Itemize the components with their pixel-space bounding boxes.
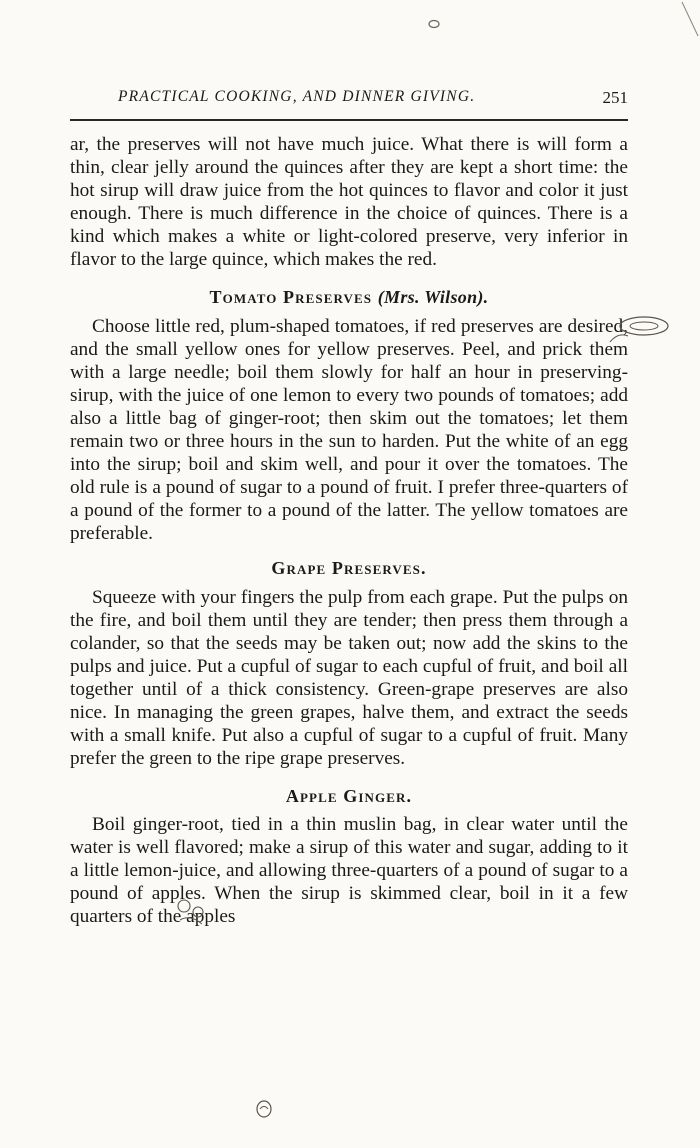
- grape-preserves-heading: Grape Preserves.: [271, 558, 427, 579]
- page-edge-mark-icon: [680, 0, 700, 40]
- footer-ornament-icon: [254, 1098, 274, 1120]
- page-header: [70, 88, 628, 114]
- floral-ornament-icon: [172, 894, 212, 928]
- body-text: [70, 134, 628, 929]
- apple-ginger-heading: Apple Ginger.: [285, 785, 413, 806]
- tomato-preserves-title: Tomato Preserves: [209, 287, 373, 308]
- running-title: PRACTICAL COOKING, AND DINNER GIVING.: [118, 88, 476, 105]
- page-number: 251: [602, 88, 628, 107]
- tomato-preserves-attribution: (Mrs. Wilson).: [377, 287, 489, 308]
- ink-blot-icon: [427, 18, 441, 30]
- header-rule: [70, 119, 628, 121]
- grape-preserves-paragraph: Squeeze with your fingers the pulp from each grape. Put the pulps on the fire, and boil them until they are tender; then press them through a colander, so that the seeds may be taken out; now add the skins to the pulps and juice. Put a cupful of sugar to each cupful of fruit, and boil all together until of a thick consistency. Green-grape preserves are also nice. In managing the green grapes, halve them, and extract the seeds with a small knife. Put also a cupful of sugar to a cupful of fruit. Many prefer the green to the ripe grape preserves.: [70, 587, 628, 769]
- apple-ginger-paragraph: Boil ginger-root, tied in a thin muslin bag, in clear water until the water is well flavored; make a sirup of this water and sugar, adding to it a little lemon-juice, and allowing three-quarters of a pound of sugar to a pound of apples. When the sirup is skimmed clear, boil in it a few quarters of the apples: [70, 814, 628, 928]
- flourish-icon: [604, 312, 670, 350]
- continuation-paragraph: ar, the preserves will not have much juice. What there is will form a thin, clear jelly around the quinces after they are kept a short time: the hot sirup will draw juice from the hot quinces to flavor and color it just enough. There is much difference in the choice of quinces. There is a kind which makes a white or light-colored preserve, very inferior in flavor to the large quince, which makes the red.: [70, 134, 628, 270]
- tomato-preserves-paragraph: Choose little red, plum-shaped tomatoes, if red preserves are desired, and the small yellow ones for yellow preserves. Peel, and prick them with a large needle; boil them slowly for half an hour in preserving-sirup, with the juice of one lemon to every two pounds of tomatoes; add also a little bag of ginger-root; then skim out the tomatoes; let them remain two or three hours in the sun to harden. Put the white of an egg into the sirup; boil and skim well, and pour it over the tomatoes. The old rule is a pound of sugar to a pound of fruit. I prefer three-quarters of a pound of the former to a pound of the latter. The yellow tomatoes are preferable.: [70, 316, 628, 544]
- tomato-preserves-heading: [70, 286, 628, 309]
